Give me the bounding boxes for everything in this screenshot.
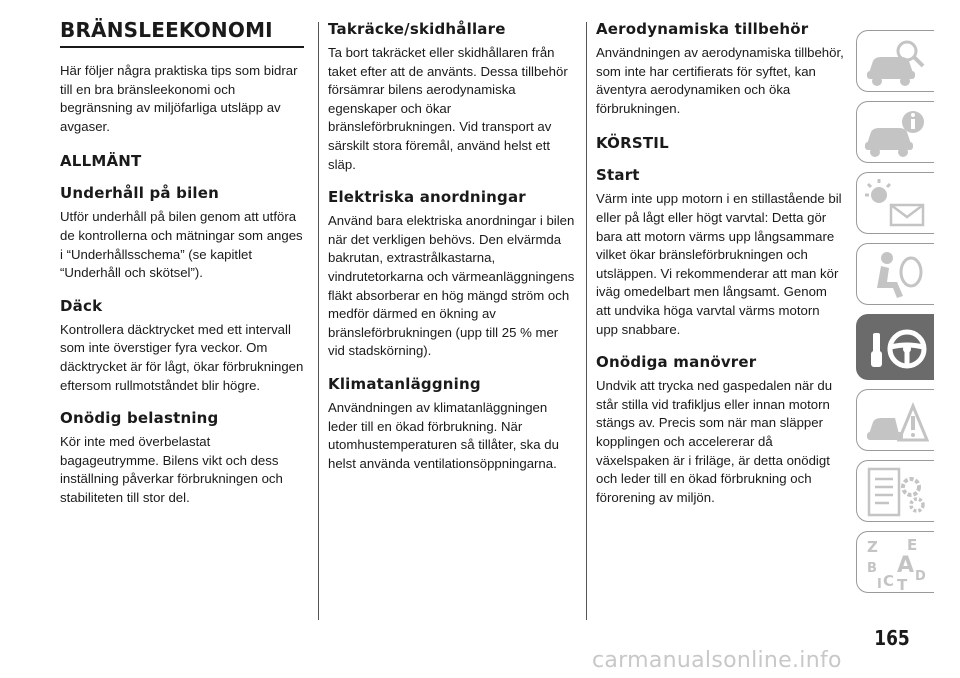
tab-car-search[interactable]	[856, 30, 934, 92]
tab-airbag-seat[interactable]	[856, 243, 934, 305]
index-letter: D	[915, 569, 926, 584]
tab-emergency[interactable]	[856, 389, 934, 451]
start-text: Värm inte upp motorn i en stillastående bil eller på lågt eller högt varvtal: Detta gör bara att motorn värms upp långsammare vilket ökar bränsleförbrukningen och utsläppen. Vi rekommenderar att man kör iväg omedelbart men långsamt. Genom att undvika höga varvtal värms motorn upp snabbare.	[596, 191, 842, 337]
index-letter: E	[907, 536, 918, 554]
warning-lights-icon	[863, 177, 929, 231]
column-divider	[318, 22, 319, 620]
heading-klimat: Klimatanläggning	[328, 374, 481, 393]
heading-manovrer: Onödiga manövrer	[596, 353, 757, 372]
column-3	[596, 18, 844, 507]
heading-takracke: Takräcke/skidhållare	[328, 20, 506, 38]
index-letter: A	[897, 553, 915, 578]
tab-car-info[interactable]	[856, 101, 934, 163]
intro-text: Här följer några praktiska tips som bidrar till en bra bränsleekonomi och begränsning av miljöfarliga utsläpp av avgaser.	[60, 63, 298, 134]
belastning-text: Kör inte med överbelastat bagageutrymme. Bilens vikt och dess inställning påverkar förbrukningen och stabiliteten till stor del.	[60, 434, 283, 505]
steering-wheel-key-icon	[863, 319, 929, 373]
klimat-text: Användningen av klimatanläggningen leder till en ökad förbrukning. När utomhustemperaturen så tillåter, ska du helst använda ventilationsöppningarna.	[328, 399, 559, 471]
index-letter: B	[867, 561, 877, 576]
index-letter: T	[897, 576, 908, 590]
tab-maintenance[interactable]	[856, 460, 934, 522]
page-number: 165	[874, 626, 910, 650]
index-letter: Z	[867, 538, 878, 556]
tab-warning-lights[interactable]	[856, 172, 934, 234]
dack-text: Kontrollera däcktrycket med ett intervall som inte överstiger fyra veckor. Om däcktrycket är för lågt, ökar förbrukningen eftersom rullmotståndet blir högre.	[60, 321, 304, 393]
takracke-text: Ta bort takräcket eller skidhållaren från taket efter att de använts. Dessa tillbehör försämrar bilens aerodynamiska egenskaper och ökar bränsleförbrukningen. Vid transport av särskilt stora föremål, använd helst ett släp.	[328, 45, 568, 172]
watermark: carmanualsonline.info	[592, 648, 842, 673]
manovrer-text: Undvik att trycka ned gaspedalen när du står stilla vid trafikljus eller innan motorn stängs av. Precis som när man släpper kopplingen och accelererar då växelspaken är i friläge, är detta onödigt och leder till en ökad förbrukning och förorening av miljön.	[596, 378, 833, 505]
heading-dack: Däck	[60, 296, 103, 315]
aero-text: Användningen av aerodynamiska tillbehör, som inte har certifierats för syftet, kan äventyra aerodynamiken och öka förbrukningen.	[596, 45, 844, 116]
heading-underhall: Underhåll på bilen	[60, 184, 220, 203]
heading-korstil: KÖRSTIL	[596, 134, 669, 153]
heading-belastning: Onödig belastning	[60, 409, 219, 428]
tab-starting-driving[interactable]	[856, 314, 934, 380]
heading-allmant: ALLMÄNT	[60, 152, 142, 171]
index-letter: C	[883, 572, 895, 590]
alphabet-index-icon	[863, 536, 929, 590]
chapter-tabs	[856, 30, 936, 602]
tab-alphabetical-index[interactable]	[856, 531, 934, 593]
heading-elektriska: Elektriska anordningar	[328, 188, 526, 207]
column-divider	[586, 22, 587, 620]
index-letter: I	[877, 577, 882, 590]
column-1	[60, 18, 308, 508]
car-info-icon	[863, 106, 929, 160]
car-search-icon	[863, 35, 929, 89]
elektriska-text: Använd bara elektriska anordningar i bilen när det verkligen behövs. Den elvärmda bakrutan, extrastrålkastarna, vindrutetorkarna och värmeanläggningens fläkt absorberar en hög mängd ström och medför därmed en ökning av bränsleförbrukningen (upp till 25 % mer vid stadskörning).	[328, 213, 575, 359]
car-accident-icon	[863, 394, 929, 448]
underhall-text: Utför underhåll på bilen genom att utföra de kontrollerna och mätningar som anges i “Underhållsschema” (se kapitlet “Underhåll och skötsel”).	[60, 209, 303, 281]
page-title: BRÄNSLEEKONOMI	[60, 18, 304, 48]
maintenance-gears-icon	[863, 465, 929, 519]
airbag-seat-icon	[863, 248, 929, 302]
column-2	[328, 18, 576, 473]
heading-aero: Aerodynamiska tillbehör	[596, 20, 809, 38]
heading-start: Start	[596, 166, 640, 185]
